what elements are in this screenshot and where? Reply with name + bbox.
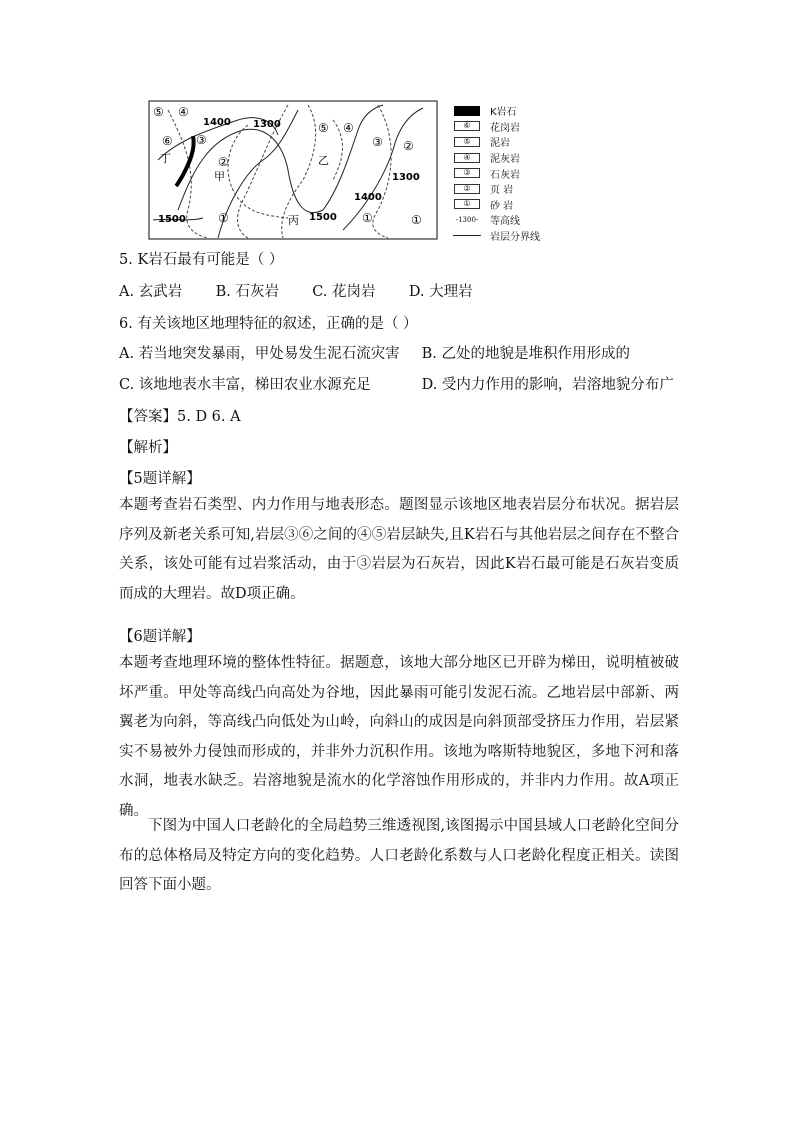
legend-label: 石灰岩 xyxy=(490,169,520,181)
q5-detail-text: 本题考查岩石类型、内力作用与地表形态。题图显示该地区地表岩层分布状况。据岩层序列及新老关系可知,岩层③⑥之间的④⑤岩层缺失,且K岩石与其他岩层之间存在不整合关系，该处可能有过岩浆活动，由于③岩层为石灰岩，因此K岩石最可能是石灰岩变质而成的大理岩。故D项正确。 xyxy=(119,497,679,602)
rock-label: ⑥ xyxy=(162,134,173,148)
contour-label: 1300 xyxy=(253,119,281,130)
rock-label: ④ xyxy=(178,105,189,119)
contour-label: 1500 xyxy=(158,214,186,225)
legend-item xyxy=(452,119,572,135)
legend-item xyxy=(452,197,572,213)
contour-label: 1500 xyxy=(309,212,337,223)
intro-paragraph: 下图为中国人口老龄化的全局趋势三维透视图,该图揭示中国县域人口老龄化空间分布的总体格局及特定方向的变化趋势。人口老龄化系数与人口老龄化程度正相关。读图回答下面小题。 xyxy=(119,818,679,893)
legend-label: 岩层分界线 xyxy=(490,232,540,244)
rock-label: ③ xyxy=(196,133,207,147)
map-legend xyxy=(452,103,572,243)
legend-label: 砂 岩 xyxy=(490,200,514,212)
contour-label: 1400 xyxy=(203,117,231,128)
rock-label: ① xyxy=(218,211,229,225)
rock-label: ① xyxy=(411,213,422,227)
contour-label: 1300 xyxy=(392,172,420,183)
legend-item xyxy=(452,103,572,119)
rock-label: ③ xyxy=(372,135,383,149)
rock-label: ① xyxy=(362,211,373,225)
k-rock-symbol xyxy=(454,106,480,116)
legend-label: K岩石 xyxy=(490,107,517,119)
legend-label: 花岗岩 xyxy=(490,122,520,134)
legend-symbol: ③ xyxy=(454,168,480,178)
place-label-bing: 丙 xyxy=(288,214,299,227)
legend-item xyxy=(452,228,572,244)
legend-item xyxy=(452,165,572,181)
answer-line: 【答案】5. D 6. A xyxy=(119,409,241,425)
q5-option-a: A. 玄武岩 xyxy=(119,284,183,300)
q5-detail-heading: 【5题详解】 xyxy=(119,471,201,487)
q5-options xyxy=(119,280,473,301)
q5-option-d: D. 大理岩 xyxy=(408,284,473,300)
q6-detail-heading: 【6题详解】 xyxy=(119,629,201,645)
rock-label: ⑤ xyxy=(153,105,164,119)
contour-label: 1400 xyxy=(354,192,382,203)
legend-label: 页 岩 xyxy=(490,185,514,197)
geologic-map xyxy=(148,100,438,240)
q5-option-c: C. 花岗岩 xyxy=(312,284,376,300)
place-label-yi: 乙 xyxy=(318,154,329,167)
rock-label: ② xyxy=(218,155,229,169)
legend-symbol: ① xyxy=(454,199,480,209)
place-label-ding: 丁 xyxy=(160,152,171,165)
boundary-line-symbol xyxy=(453,235,481,236)
geologic-map-figure xyxy=(148,100,438,240)
place-label-jia: 甲 xyxy=(214,170,225,183)
analysis-heading: 【解析】 xyxy=(119,440,177,456)
legend-symbol: ④ xyxy=(454,153,480,163)
q6-option-a: A. 若当地突发暴雨，甲处易发生泥石流灾害 xyxy=(119,346,400,362)
q6-options-row2 xyxy=(119,373,674,394)
legend-symbol: ② xyxy=(454,184,480,194)
legend-item xyxy=(452,212,572,228)
legend-label: 等高线 xyxy=(490,216,520,228)
q6-option-d: D. 受内力作用的影响，岩溶地貌分布广 xyxy=(421,377,674,393)
q6-stem: 6. 有关该地区地理特征的叙述，正确的是（ ） xyxy=(119,316,418,332)
legend-item xyxy=(452,181,572,197)
legend-label: 泥岩 xyxy=(490,138,510,150)
legend-label: 泥灰岩 xyxy=(490,154,520,166)
q5-stem: 5. K岩石最有可能是（ ） xyxy=(119,252,284,268)
legend-symbol: ⑥ xyxy=(454,121,480,131)
q6-options-row1 xyxy=(119,342,630,363)
legend-item xyxy=(452,134,572,150)
q6-option-c: C. 该地地表水丰富，梯田农业水源充足 xyxy=(119,377,371,393)
legend-symbol: ⑤ xyxy=(454,137,480,147)
q6-detail-text: 本题考查地理环境的整体性特征。据题意，该地大部分地区已开辟为梯田，说明植被破坏严重。甲处等高线凸向高处为谷地，因此暴雨可能引发泥石流。乙地岩层中部新、两翼老为向斜，等高线凸向低处为山岭，向斜山的成因是向斜顶部受挤压力作用，岩层紧实不易被外力侵蚀而形成的，并非外力沉积作用。该地为喀斯特地貌区，多地下河和落水洞，地表水缺乏。岩溶地貌是流水的化学溶蚀作用形成的，并非内力作用。故A项正确。 xyxy=(119,655,679,819)
contour-symbol: -1300- xyxy=(455,215,479,224)
legend-item xyxy=(452,150,572,166)
rock-label: ② xyxy=(403,139,414,153)
rock-label: ⑤ xyxy=(318,121,329,135)
q5-option-b: B. 石灰岩 xyxy=(215,284,279,300)
rock-label: ④ xyxy=(343,121,354,135)
q6-option-b: B. 乙处的地貌是堆积作用形成的 xyxy=(421,346,630,362)
